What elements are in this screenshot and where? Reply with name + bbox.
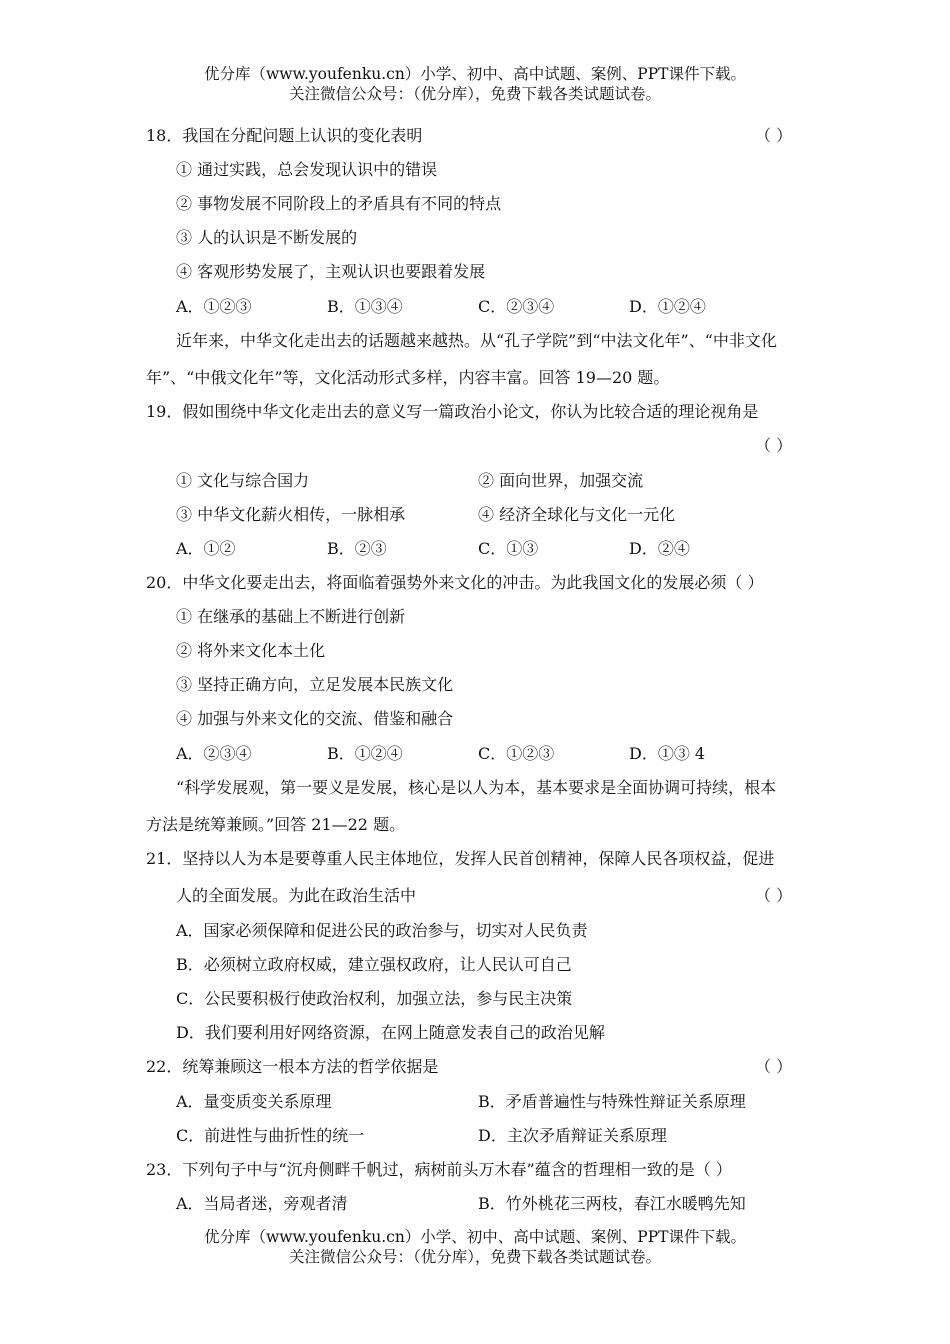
- q19-option-a: A．①②: [176, 539, 236, 558]
- q19-item-2: ② 面向世界，加强交流: [478, 471, 644, 490]
- q18-option-a: A．①②③: [176, 297, 252, 316]
- q18-option-b: B．①③④: [327, 297, 403, 316]
- q20-option-b: B．①②④: [327, 744, 403, 763]
- q19-option-c: C．①③: [478, 539, 539, 558]
- q18-stem: 18．我国在分配问题上认识的变化表明: [146, 126, 423, 145]
- q21-stem-line-1: 21．坚持以人为本是要尊重人民主体地位，发挥人民首创精神，保障人民各项权益，促进: [146, 849, 775, 868]
- q18-bracket: （ ）: [755, 126, 793, 145]
- q20-option-c: C．①②③: [478, 744, 555, 763]
- q21-option-c: C．公民要积极行使政治权利，加强立法，参与民主决策: [176, 989, 573, 1008]
- q20-item-2: ② 将外来文化本土化: [176, 641, 326, 660]
- q23-option-b: B．竹外桃花三两枝，春江水暖鸭先知: [478, 1194, 746, 1213]
- q21-option-d: D．我们要利用好网络资源，在网上随意发表自己的政治见解: [176, 1023, 605, 1042]
- q20-item-3: ③ 坚持正确方向，立足发展本民族文化: [176, 675, 454, 694]
- q21-bracket: （ ）: [755, 886, 793, 905]
- q21-option-b: B．必须树立政府权威，建立强权政府，让人民认可自己: [176, 955, 572, 974]
- q19-item-3: ③ 中华文化薪火相传，一脉相承: [176, 505, 406, 524]
- header-line-1: 优分库（www.youfenku.cn）小学、初中、高中试题、案例、PPT课件下载。: [203, 65, 747, 83]
- q18-option-c: C．②③④: [478, 297, 555, 316]
- q19-item-1: ① 文化与综合国力: [176, 471, 310, 490]
- footer-line-1: 优分库（www.youfenku.cn）小学、初中、高中试题、案例、PPT课件下载。: [203, 1228, 747, 1246]
- footer-line-2: 关注微信公众号：（优分库），免费下载各类试题试卷。: [288, 1248, 661, 1266]
- q23-option-a: A．当局者迷，旁观者清: [176, 1194, 348, 1213]
- q20-option-d: D．①③ 4: [629, 744, 706, 763]
- page-footer: [0, 1227, 950, 1267]
- q19-item-4: ④ 经济全球化与文化一元化: [478, 505, 676, 524]
- q22-option-b: B．矛盾普遍性与特殊性辩证关系原理: [478, 1092, 746, 1111]
- page-header: [0, 64, 950, 104]
- q19-stem: 19．假如围绕中华文化走出去的意义写一篇政治小论文，你认为比较合适的理论视角是: [146, 402, 759, 421]
- q22-option-d: D．主次矛盾辩证关系原理: [478, 1126, 667, 1145]
- q18-item-4: ④ 客观形势发展了，主观认识也要跟着发展: [176, 262, 486, 281]
- q18-item-2: ② 事物发展不同阶段上的矛盾具有不同的特点: [176, 194, 502, 213]
- q22-stem: 22．统筹兼顾这一根本方法的哲学依据是: [146, 1057, 439, 1076]
- q22-bracket: （ ）: [755, 1057, 793, 1076]
- q20-option-a: A．②③④: [176, 744, 252, 763]
- q20-stem: 20．中华文化要走出去，将面临着强势外来文化的冲击。为此我国文化的发展必须（ ）: [146, 573, 764, 592]
- q21-stem-line-2: 人的全面发展。为此在政治生活中: [176, 886, 417, 905]
- intro-19-line-2: 年”、“中俄文化年”等，文化活动形式多样，内容丰富。回答 19—20 题。: [146, 368, 670, 387]
- q19-option-b: B．②③: [327, 539, 387, 558]
- q20-item-1: ① 在继承的基础上不断进行创新: [176, 607, 406, 626]
- q22-option-a: A．量变质变关系原理: [176, 1092, 332, 1111]
- q23-stem: 23．下列句子中与“沉舟侧畔千帆过，病树前头万木春”蕴含的哲理相一致的是（ ）: [146, 1160, 732, 1179]
- q21-option-a: A．国家必须保障和促进公民的政治参与，切实对人民负责: [176, 921, 588, 940]
- q18-option-d: D．①②④: [629, 297, 706, 316]
- q18-item-1: ① 通过实践，总会发现认识中的错误: [176, 160, 438, 179]
- q20-item-4: ④ 加强与外来文化的交流、借鉴和融合: [176, 709, 454, 728]
- q19-bracket: （ ）: [755, 436, 793, 455]
- intro-19-line-1: 近年来，中华文化走出去的话题越来越热。从“孔子学院”到“中法文化年”、“中非文化: [176, 331, 777, 350]
- q22-option-c: C．前进性与曲折性的统一: [176, 1126, 365, 1145]
- intro-21-line-1: “科学发展观，第一要义是发展，核心是以人为本，基本要求是全面协调可持续，根本: [176, 778, 777, 797]
- intro-21-line-2: 方法是统筹兼顾。”回答 21—22 题。: [146, 815, 406, 834]
- header-line-2: 关注微信公众号：（优分库），免费下载各类试题试卷。: [288, 85, 661, 103]
- q19-option-d: D．②④: [629, 539, 690, 558]
- q18-item-3: ③ 人的认识是不断发展的: [176, 228, 358, 247]
